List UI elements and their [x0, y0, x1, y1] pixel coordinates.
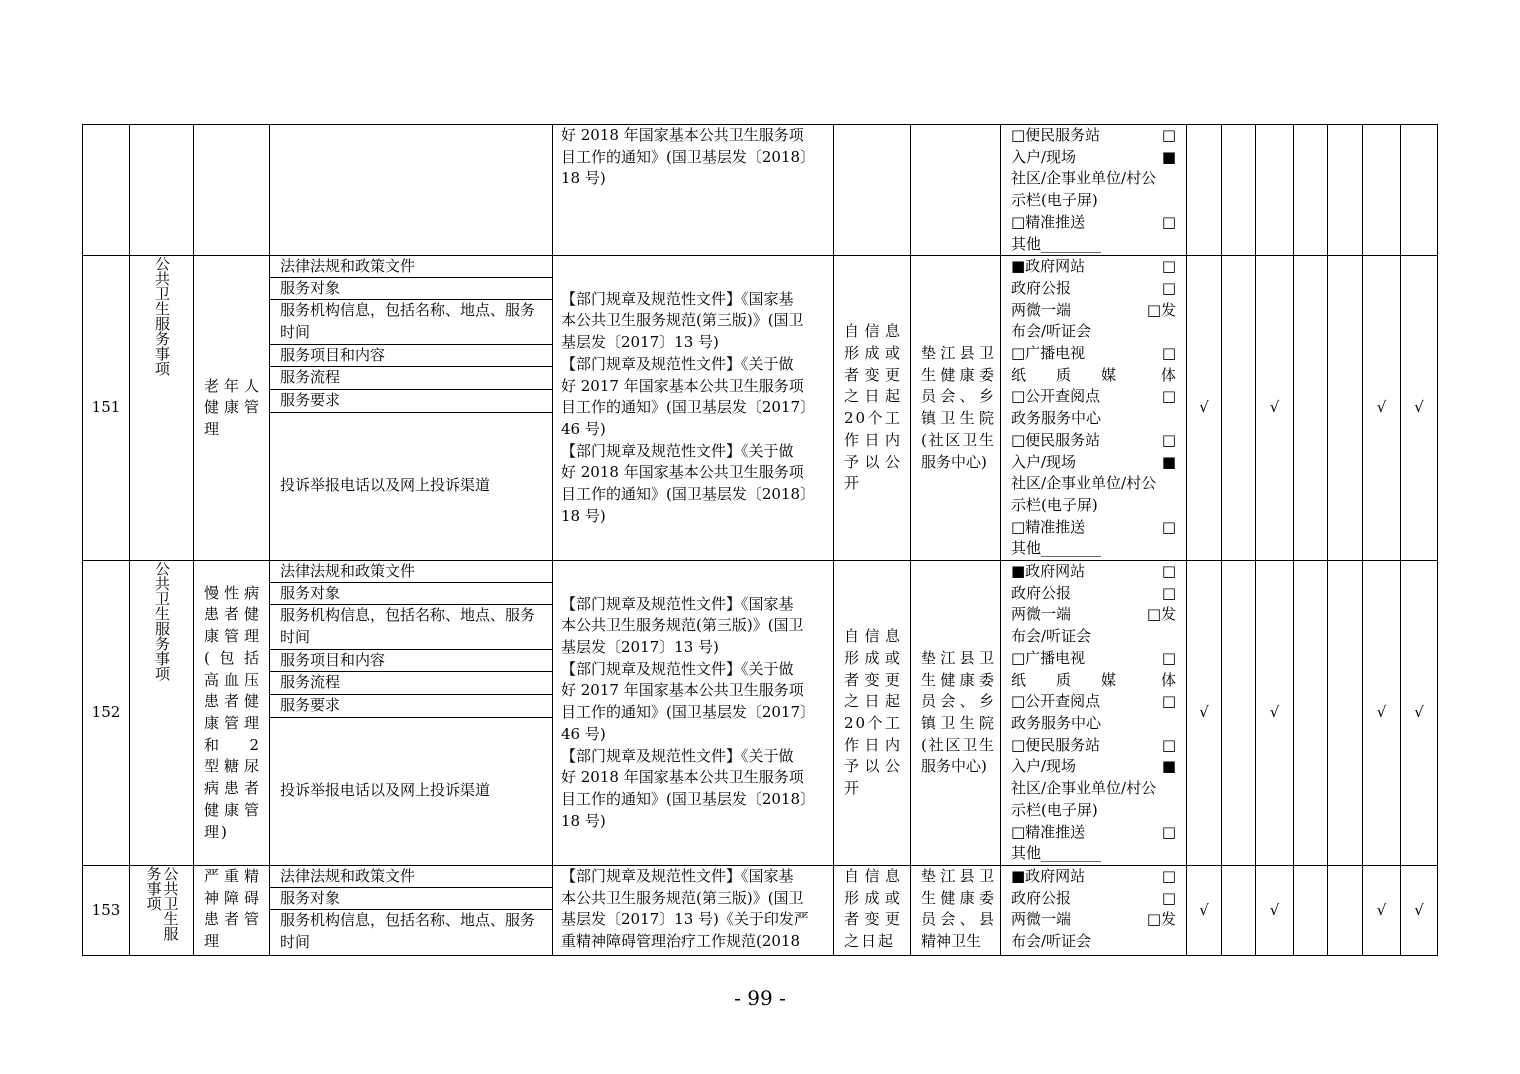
channels-cell: □便民服务站 □ 入户/现场 ■ 社区/企事业单位/村公 示栏(电子屏) □精准推送 □ 其他________: [1001, 125, 1187, 256]
row-number: 153: [83, 865, 130, 955]
list-item: 服务要求: [270, 390, 552, 413]
cell-empty: [83, 125, 130, 256]
table-row: [83, 256, 1438, 561]
list-item: 服务机构信息，包括名称、地点、服务时间: [270, 300, 552, 345]
check-mark: √: [1401, 865, 1438, 955]
channels-cell: ■政府网站 □ 政府公报 □ 两微一端 □发 布会/听证会: [1001, 865, 1187, 955]
check-mark: √: [1187, 561, 1222, 866]
cell-empty: [1222, 256, 1256, 561]
content-items: [270, 865, 553, 955]
list-item: 投诉举报电话以及网上投诉渠道: [280, 781, 491, 800]
channels-cell: ■政府网站 □ 政府公报 □ 两微一端 □发 布会/听证会 □广播电视 □ 纸 质 媒 体 □公开查阅点 □ 政务服务中心 □便民服务站 □ 入户/现场 ■ 社区/企事业单位/村公 示栏(电子屏) □精准推送 □ 其他________: [1001, 561, 1187, 866]
cell-empty: [1328, 256, 1363, 561]
table-row: [83, 865, 1438, 955]
check-mark: √: [1187, 256, 1222, 561]
list-item: 服务要求: [270, 695, 552, 718]
content-items: [270, 256, 553, 561]
cell-empty: [1187, 125, 1222, 256]
cell-empty: [911, 125, 1001, 256]
list-item: 法律法规和政策文件: [270, 256, 552, 278]
time-limit: 自信息形成或者变更之日起: [834, 865, 911, 955]
channels-cell: ■政府网站 □ 政府公报 □ 两微一端 □发 布会/听证会 □广播电视 □ 纸 质 媒 体 □公开查阅点 □ 政务服务中心 □便民服务站 □ 入户/现场 ■ 社区/企事业单位/村公 示栏(电子屏) □精准推送 □ 其他________: [1001, 256, 1187, 561]
cell-empty: [1328, 125, 1363, 256]
cell-empty: [1294, 865, 1328, 955]
item-name: 严重精神障碍患者管理: [194, 865, 270, 955]
time-limit: 自信息形成或者变更之日起20个工作日内予以公开: [834, 561, 911, 866]
cell-empty: [194, 125, 270, 256]
item-name: 老年人健康管理: [194, 256, 270, 561]
check-mark: √: [1363, 865, 1401, 955]
check-mark: √: [1256, 256, 1294, 561]
list-item: 服务项目和内容: [270, 650, 552, 672]
disclosure-table: [82, 124, 1438, 956]
cell-empty: [1328, 561, 1363, 866]
list-item: 服务对象: [270, 583, 552, 605]
cell-empty: [1256, 125, 1294, 256]
check-mark: √: [1401, 256, 1438, 561]
content-items: [270, 561, 553, 866]
list-item: 法律法规和政策文件: [270, 561, 552, 583]
basis-cell: 【部门规章及规范性文件】《国家基 本公共卫生服务规范(第三版)》(国卫 基层发〔2017〕13 号) 【部门规章及规范性文件】《关于做 好 2017 年国家基本公共卫生服务项 目工作的通知》(国卫基层发〔2017〕 46 号) 【部门规章及规范性文件】《关于做 好 2018 年国家基本公共卫生服务项 目工作的通知》(国卫基层发〔2018〕 18 号): [553, 256, 834, 561]
cell-empty: [130, 125, 194, 256]
cell-empty: [1363, 125, 1401, 256]
subject: 垫江县卫生健康委员会、乡镇卫生院(社区卫生服务中心): [911, 256, 1001, 561]
time-limit: 自信息形成或者变更之日起20个工作日内予以公开: [834, 256, 911, 561]
category-cell: [130, 865, 194, 955]
item-name: 慢性病患者健康管理(包括高血压患者健康管理和 2 型糖尿病患者健康管理): [194, 561, 270, 866]
continuation-row: [83, 125, 1438, 256]
cell-empty: [1294, 125, 1328, 256]
row-number: 151: [83, 256, 130, 561]
check-mark: √: [1363, 561, 1401, 866]
check-mark: √: [1401, 561, 1438, 866]
basis-cell: 【部门规章及规范性文件】《国家基 本公共卫生服务规范(第三版)》(国卫 基层发〔2017〕13 号) 【部门规章及规范性文件】《关于做 好 2017 年国家基本公共卫生服务项 目工作的通知》(国卫基层发〔2017〕 46 号) 【部门规章及规范性文件】《关于做 好 2018 年国家基本公共卫生服务项 目工作的通知》(国卫基层发〔2018〕 18 号): [553, 561, 834, 866]
list-item: 服务对象: [270, 888, 552, 910]
list-item: 服务流程: [270, 672, 552, 695]
check-mark: √: [1187, 865, 1222, 955]
basis-cell: 【部门规章及规范性文件】《国家基 本公共卫生服务规范(第三版)》(国卫 基层发〔2017〕13 号)《关于印发严 重精神障碍管理治疗工作规范(2018: [553, 865, 834, 955]
cell-empty: [1328, 865, 1363, 955]
cell-empty: [1294, 256, 1328, 561]
cell-empty: [1222, 865, 1256, 955]
category-text: 公共卫生服务事项: [144, 865, 180, 941]
check-mark: √: [1256, 561, 1294, 866]
cell-empty: [270, 125, 553, 256]
basis-cell: 好 2018 年国家基本公共卫生服务项 目工作的通知》(国卫基层发〔2018〕 18 号): [553, 125, 834, 256]
check-mark: √: [1363, 256, 1401, 561]
category-cell: [130, 256, 194, 561]
table-row: [83, 561, 1438, 866]
list-item: 服务对象: [270, 278, 552, 300]
category-text: 公共卫生服务事项: [153, 561, 171, 682]
list-item: 服务机构信息，包括名称、地点、服务时间: [280, 910, 536, 951]
check-mark: √: [1256, 865, 1294, 955]
subject: 垫江县卫生健康委员会、乡镇卫生院(社区卫生服务中心): [911, 561, 1001, 866]
list-item: 服务流程: [270, 367, 552, 390]
page-number: - 99 -: [734, 986, 786, 1010]
cell-empty: [1294, 561, 1328, 866]
list-item: 法律法规和政策文件: [270, 866, 552, 888]
cell-empty: [1401, 125, 1438, 256]
cell-empty: [1222, 125, 1256, 256]
category-text: 公共卫生服务事项: [153, 256, 171, 377]
list-item: 投诉举报电话以及网上投诉渠道: [280, 476, 491, 495]
list-item: 服务机构信息，包括名称、地点、服务时间: [270, 605, 552, 650]
subject: 垫江县卫生健康委员会、县精神卫生: [911, 865, 1001, 955]
cell-empty: [834, 125, 911, 256]
list-item: 服务项目和内容: [270, 345, 552, 367]
cell-empty: [1222, 561, 1256, 866]
category-cell: [130, 561, 194, 866]
row-number: 152: [83, 561, 130, 866]
